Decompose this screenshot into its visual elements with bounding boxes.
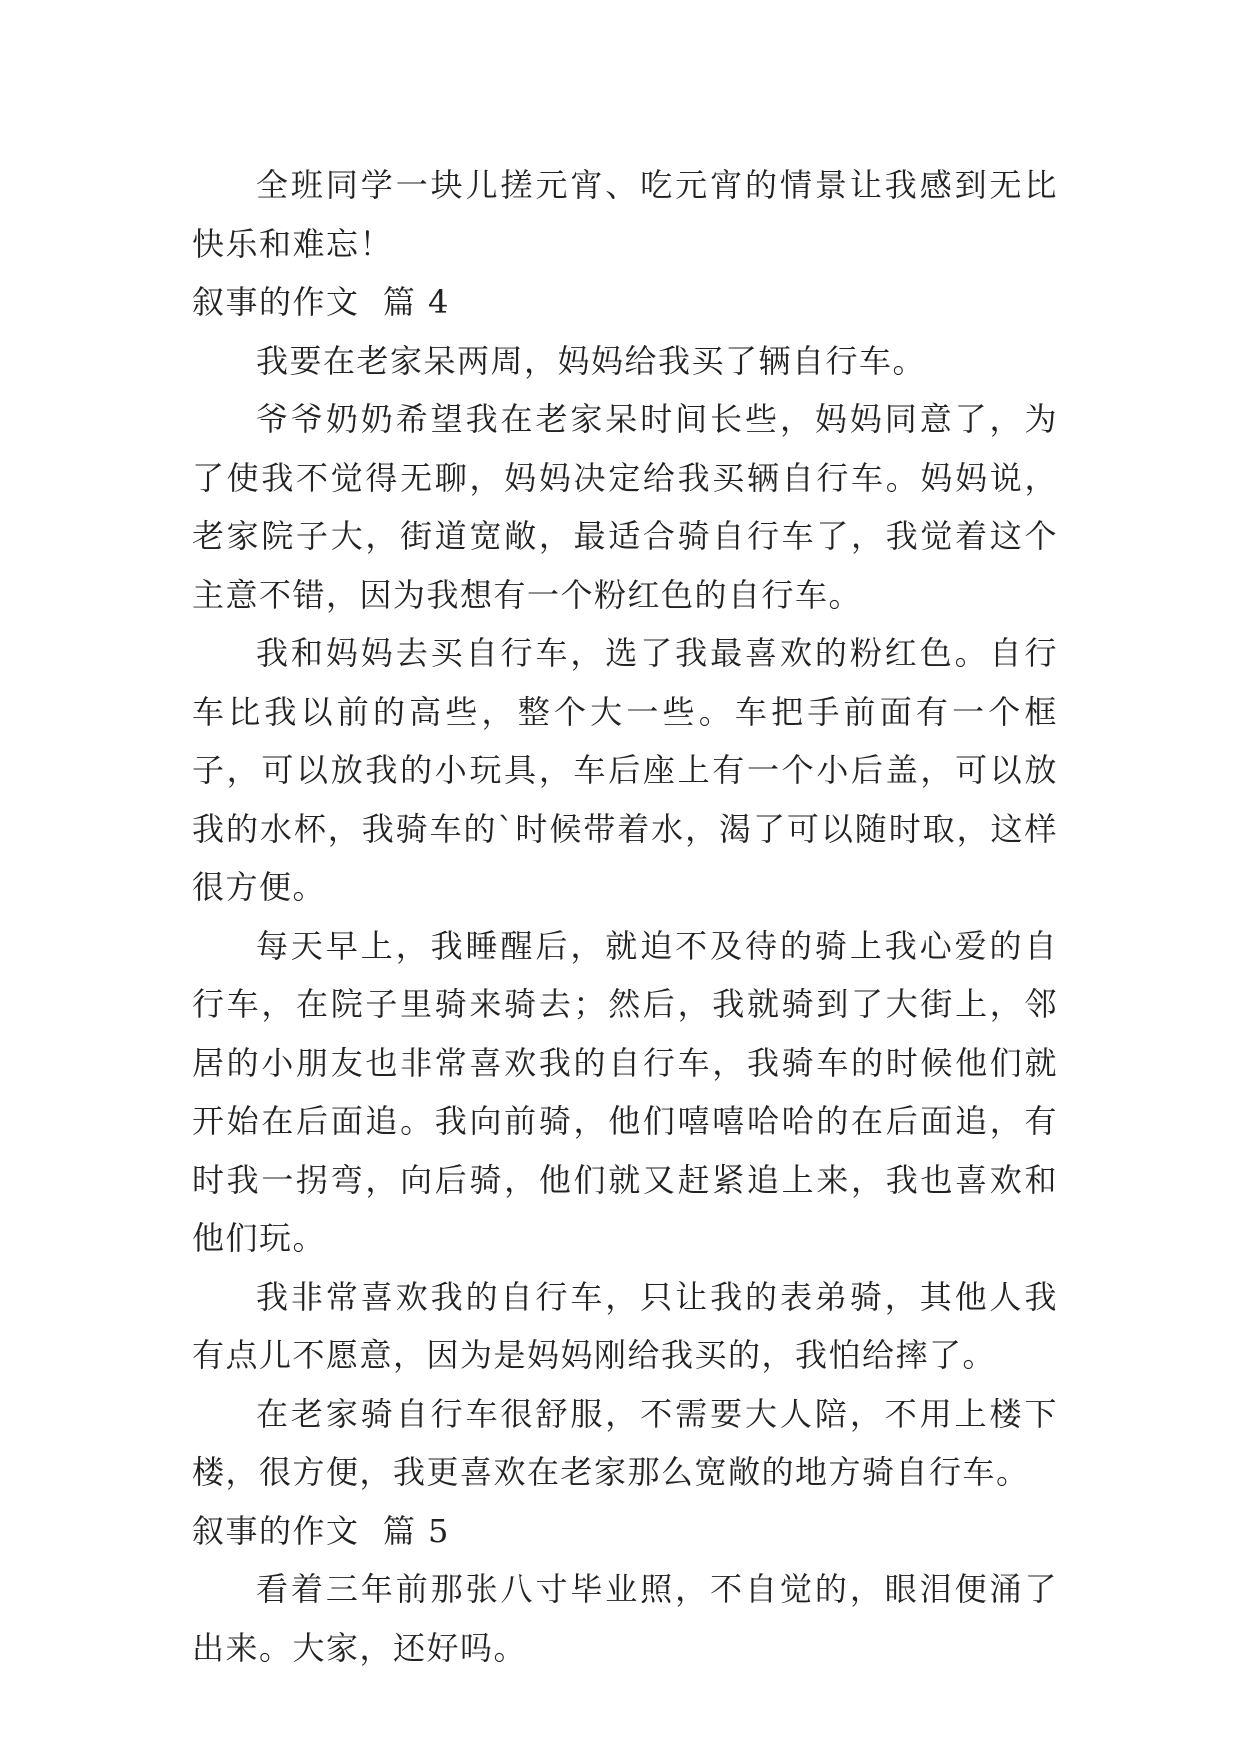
paragraph: 我非常喜欢我的自行车，只让我的表弟骑，其他人我有点儿不愿意，因为是妈妈刚给我买的，我怕给摔了。 bbox=[192, 1277, 1058, 1374]
paragraph: 看着三年前那张八寸毕业照，不自觉的，眼泪便涌了出来。大家，还好吗。 bbox=[192, 1570, 1058, 1667]
paragraph: 全班同学一块儿搓元宵、吃元宵的情景让我感到无比快乐和难忘！ bbox=[192, 166, 1058, 263]
paragraph: 在老家骑自行车很舒服，不需要大人陪，不用上楼下楼，很方便，我更喜欢在老家那么宽敞的地方骑自行车。 bbox=[192, 1394, 1058, 1491]
paragraph: 爷爷奶奶希望我在老家呆时间长些，妈妈同意了，为了使我不觉得无聊，妈妈决定给我买辆自行车。妈妈说，老家院子大，街道宽敞，最适合骑自行车了，我觉着这个主意不错，因为我想有一个粉红色的自行车。 bbox=[192, 400, 1058, 614]
paragraph: 我和妈妈去买自行车，选了我最喜欢的粉红色。自行车比我以前的高些，整个大一些。车把手前面有一个框子，可以放我的小玩具，车后座上有一个小后盖，可以放我的水杯，我骑车的`时候带着水，渴了可以随时取，这样很方便。 bbox=[192, 634, 1058, 906]
paragraph: 我要在老家呆两周，妈妈给我买了辆自行车。 bbox=[256, 341, 927, 380]
section-heading: 叙事的作文 篇 5 bbox=[192, 1511, 450, 1550]
section-heading: 叙事的作文 篇 4 bbox=[192, 283, 450, 321]
paragraph: 每天早上，我睡醒后，就迫不及待的骑上我心爱的自行车，在院子里骑来骑去；然后，我就骑到了大街上，邻居的小朋友也非常喜欢我的自行车，我骑车的时候他们就开始在后面追。我向前骑，他们嘻嘻哈哈的在后面追，有时我一拐弯，向后骑，他们就又赶紧追上来，我也喜欢和他们玩。 bbox=[192, 926, 1058, 1257]
document-page bbox=[192, 156, 1058, 1677]
